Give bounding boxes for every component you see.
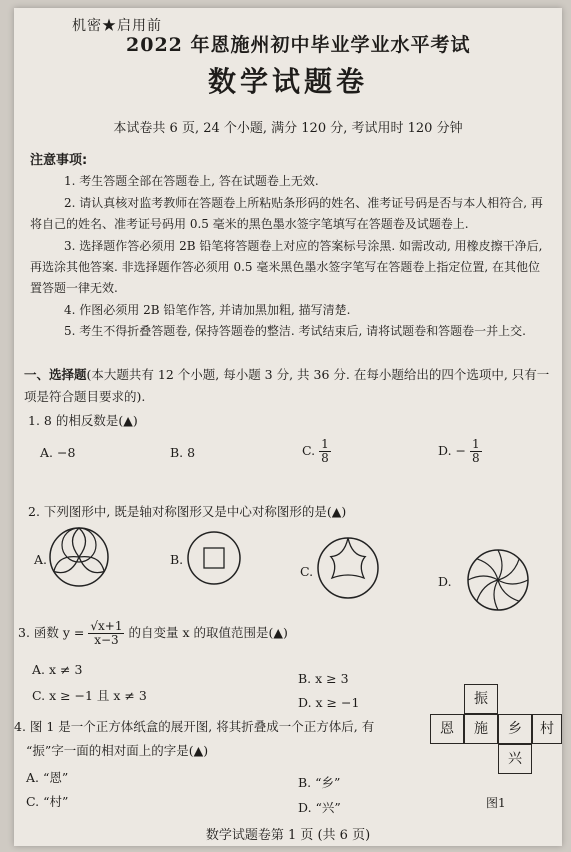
note-4: 4. 作图必须用 2B 铅笔作答, 并请加黑加粗, 描写清楚. <box>64 303 351 317</box>
q1-c-prefix: C. <box>302 443 316 458</box>
q2-label-a: A. <box>34 552 48 567</box>
net-cell-1: 恩 <box>430 714 464 744</box>
note-5: 5. 考生不得折叠答题卷, 保持答题卷的整洁. 考试结束后, 请将试题卷和答题卷一并上交. <box>64 324 526 338</box>
q1-option-c <box>302 438 331 465</box>
section-1-title: 一、选择题 <box>24 367 87 382</box>
net-cell-2: 施 <box>464 714 498 744</box>
q1-option-b: B. 8 <box>170 445 196 460</box>
net-cell-bottom: 兴 <box>498 744 532 774</box>
q2-figure-c <box>316 536 380 600</box>
q2-label-d: D. <box>438 574 452 589</box>
q3-stem-suffix: 的自变量 x 的取值范围是(▲) <box>128 625 288 640</box>
q4-option-d: D. “兴” <box>298 800 341 815</box>
q1-option-d <box>438 438 482 465</box>
paper-title: 数学试题卷 <box>207 65 368 98</box>
secret-label: 机密★启用前 <box>72 18 162 34</box>
q4-option-b: B. “乡” <box>298 775 341 790</box>
exam-info: 本试卷共 6 页, 24 个小题, 满分 120 分, 考试用时 120 分钟 <box>113 121 463 136</box>
q1-stem: 1. 8 的相反数是(▲) <box>28 413 138 428</box>
figure-1-label: 图1 <box>486 796 506 810</box>
note-1: 1. 考生答题全部在答题卷上, 答在试题卷上无效. <box>64 174 319 188</box>
page-footer: 数学试题卷第 1 页 (共 6 页) <box>205 828 371 843</box>
q2-figure-d <box>466 548 530 612</box>
exam-title: 2022 年恩施州初中毕业学业水平考试 <box>126 34 471 56</box>
note-2: 2. 请认真核对监考教师在答题卷上所粘贴条形码的姓名、准考证号码是否与本人相符合, 再将自己的姓名、准考证号码用 0.5 毫米的黑色墨水签字笔填写在答题卷及试题卷上. <box>30 196 543 231</box>
net-cell-3: 乡 <box>498 714 532 744</box>
q4-option-c: C. “村” <box>26 794 69 809</box>
q3-option-b: B. x ≥ 3 <box>298 671 349 686</box>
q3-option-d: D. x ≥ −1 <box>298 695 360 710</box>
q3-stem <box>18 620 288 647</box>
q4-stem-line1: 4. 图 1 是一个正方体纸盒的展开图, 将其折叠成一个正方体后, 有 <box>14 719 375 734</box>
note-3: 3. 选择题作答必须用 2B 铅笔将答题卷上对应的答案标号涂黑. 如需改动, 用橡皮擦干净后, 再选涂其他答案. 非选择题作答必须用 0.5 毫米黑色墨水签字笔写在答题卷上指定位置, 在其他位置答题一律无效. <box>30 239 543 295</box>
q3-option-a: A. x ≠ 3 <box>32 662 83 677</box>
q3-function-fraction: $\frac{√x+1}{x-3}$ <box>90 619 123 647</box>
q2-figure-b <box>186 530 242 586</box>
exam-page <box>14 8 562 846</box>
q4-option-a: A. “恩” <box>26 770 69 785</box>
section-1-heading <box>24 364 554 408</box>
q1-c-fraction: $\frac{1}{8}$ <box>321 437 329 465</box>
q1-option-a: A. −8 <box>40 445 76 460</box>
section-1-desc: (本大题共有 12 个小题, 每小题 3 分, 共 36 分. 在每小题给出的四个选项中, 只有一项是符合题目要求的). <box>24 367 550 404</box>
notes-heading: 注意事项: <box>30 153 88 168</box>
q2-label-c: C. <box>300 564 314 579</box>
net-cell-4: 村 <box>532 714 562 744</box>
q1-d-fraction: $\frac{1}{8}$ <box>471 437 480 465</box>
q4-stem-line2: “振”字一面的相对面上的字是(▲) <box>26 743 209 758</box>
q3-stem-prefix: 3. 函数 y = <box>18 625 85 640</box>
q2-label-b: B. <box>170 552 184 567</box>
net-cell-top: 振 <box>464 684 498 714</box>
q3-option-c: C. x ≥ −1 且 x ≠ 3 <box>32 688 147 703</box>
q2-stem: 2. 下列图形中, 既是轴对称图形又是中心对称图形的是(▲) <box>28 504 347 519</box>
q2-figure-a <box>48 526 110 588</box>
q1-d-prefix: D. − <box>438 443 466 458</box>
